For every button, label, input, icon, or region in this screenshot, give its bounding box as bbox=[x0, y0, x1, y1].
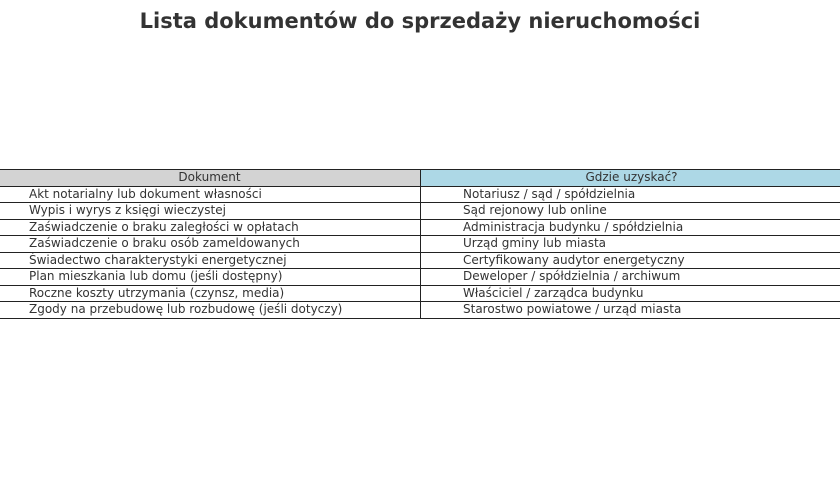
source-cell: Certyfikowany audytor energetyczny bbox=[421, 252, 840, 269]
source-cell: Starostwo powiatowe / urząd miasta bbox=[421, 302, 840, 319]
header-where-to-get: Gdzie uzyskać? bbox=[421, 170, 840, 187]
document-cell: Zaświadczenie o braku osób zameldowanych bbox=[0, 236, 421, 253]
document-cell: Akt notarialny lub dokument własności bbox=[0, 186, 421, 203]
table-header-row bbox=[0, 170, 840, 187]
source-cell: Sąd rejonowy lub online bbox=[421, 203, 840, 220]
table-row bbox=[0, 285, 840, 302]
header-document: Dokument bbox=[0, 170, 421, 187]
source-cell: Właściciel / zarządca budynku bbox=[421, 285, 840, 302]
document-cell: Plan mieszkania lub domu (jeśli dostępny) bbox=[0, 269, 421, 286]
table-row bbox=[0, 186, 840, 203]
document-cell: Świadectwo charakterystyki energetycznej bbox=[0, 252, 421, 269]
table-row bbox=[0, 236, 840, 253]
table-row bbox=[0, 203, 840, 220]
table-row bbox=[0, 302, 840, 319]
document-cell: Wypis i wyrys z księgi wieczystej bbox=[0, 203, 421, 220]
source-cell: Administracja budynku / spółdzielnia bbox=[421, 219, 840, 236]
documents-table bbox=[0, 169, 840, 319]
table-row bbox=[0, 269, 840, 286]
page-title: Lista dokumentów do sprzedaży nieruchomości bbox=[139, 9, 701, 33]
document-cell: Zaświadczenie o braku zaległości w opłatach bbox=[0, 219, 421, 236]
source-cell: Urząd gminy lub miasta bbox=[421, 236, 840, 253]
document-cell: Zgody na przebudowę lub rozbudowę (jeśli dotyczy) bbox=[0, 302, 421, 319]
table-row bbox=[0, 219, 840, 236]
table-row bbox=[0, 252, 840, 269]
source-cell: Deweloper / spółdzielnia / archiwum bbox=[421, 269, 840, 286]
source-cell: Notariusz / sąd / spółdzielnia bbox=[421, 186, 840, 203]
document-cell: Roczne koszty utrzymania (czynsz, media) bbox=[0, 285, 421, 302]
